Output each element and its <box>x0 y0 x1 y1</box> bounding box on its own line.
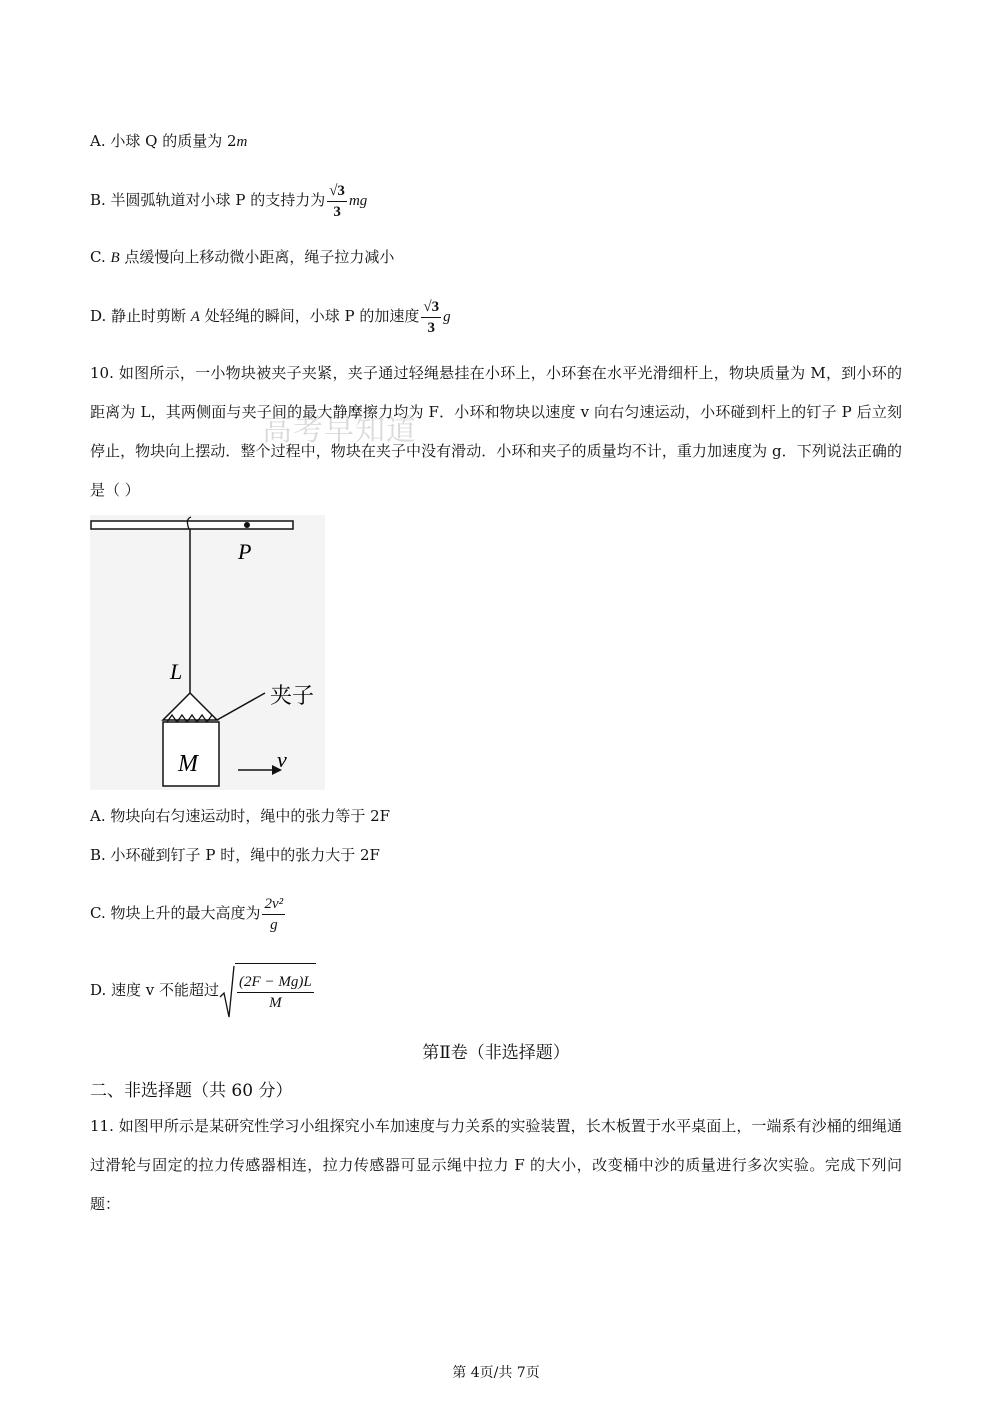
fraction: $\frac{√3}{3}$ <box>329 182 345 220</box>
fraction: $\frac{(2F - Mg)L}{M}$ <box>239 974 312 1011</box>
label-clip: 夹子 <box>270 684 315 709</box>
radical-sign <box>219 963 235 1019</box>
part2-title: 第Ⅱ卷（非选择题） <box>422 1043 570 1063</box>
pendulum-figure <box>90 515 330 795</box>
label-v: v <box>277 747 287 772</box>
nail-p <box>244 522 250 528</box>
q9-option-d: D. 静止时剪断 A 处轻绳的瞬间，小球 P 的加速度 $\frac{√3}{3}$ g <box>90 298 451 336</box>
sqrt-expression <box>219 963 316 1020</box>
label-m: M <box>178 751 198 777</box>
q9-option-b: B. 半圆弧轨道对小球 P 的支持力为 $\frac{√3}{3}$ mg <box>90 182 368 220</box>
horizontal-rod <box>91 521 293 529</box>
q9-option-a: A. 小球 Q 的质量为 2m <box>90 132 248 150</box>
fraction: $\frac{√3}{3}$ <box>423 298 440 336</box>
q9-option-c: C. B 点缓慢向上移动微小距离，绳子拉力减小 <box>90 248 395 266</box>
section-heading: 二、非选择题（共 60 分） <box>90 1081 293 1101</box>
q10-stem: 10. 如图所示，一小物块被夹子夹紧，夹子通过轻绳悬挂在小环上，小环套在水平光滑细杆上，物块质量为 M，到小环的距离为 L，其两侧面与夹子间的最大静摩擦力均为 F．小环和物块以速度 v 向右匀速运动，小环碰到杆上的钉子 P 后立刻停止，物块向上摆动．整个过程中，物块在夹子中没有滑动．小环和夹子的质量均不计，重力加速度为 g．下列说法正确的是（ ） <box>90 364 902 499</box>
q10-option-b: B. 小环碰到钉子 P 时，绳中的张力大于 2F <box>90 846 380 864</box>
q10-option-d: D. 速度 v 不能超过 $\frac{(2F - Mg)L}{M}$ <box>90 962 316 1018</box>
q11-stem: 11. 如图甲所示是某研究性学习小组探究小车加速度与力关系的实验装置，长木板置于水平桌面上，一端系有沙桶的细绳通过滑轮与固定的拉力传感器相连，拉力传感器可显示绳中拉力 F 的大小，改变桶中沙的质量进行多次实验。完成下列问题： <box>90 1117 902 1213</box>
q10-option-c: C. 物块上升的最大高度为 $\frac{\text{2v²}}{g}$ <box>90 895 284 933</box>
label-p: P <box>238 539 252 564</box>
page-footer: 第 4页/共 7页 <box>452 1365 540 1381</box>
label-l: L <box>170 659 183 684</box>
q10-option-a: A. 物块向右匀速运动时，绳中的张力等于 2F <box>90 807 391 825</box>
fraction: $\frac{\text{2v²}}{g}$ <box>264 895 284 933</box>
watermark: 高考早知道 <box>262 413 417 448</box>
